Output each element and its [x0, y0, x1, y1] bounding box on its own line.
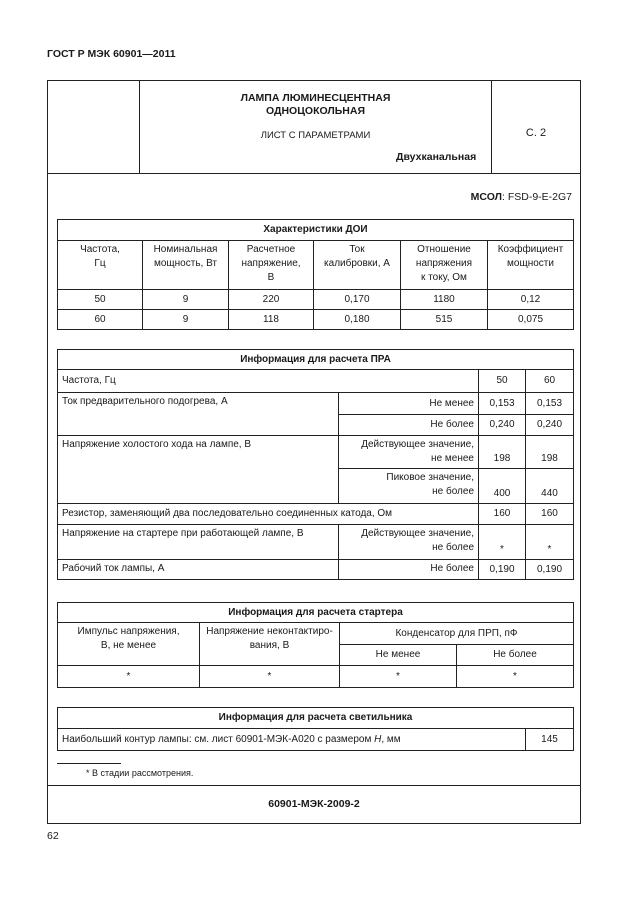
pra-value: * [479, 525, 526, 560]
starter-header-capacitor: Конденсатор для ПРП, пФ [340, 623, 574, 645]
table-row [58, 666, 574, 688]
doi-cell: 60 [58, 310, 143, 330]
pra-resistor-label: Резистор, заменяющий два последовательно соединенных катода, Ом [58, 504, 479, 525]
sheet-title [140, 92, 491, 118]
pra-value: 198 [526, 436, 574, 469]
luminaire-text-var: Н [374, 733, 382, 745]
starter-value: * [58, 666, 200, 688]
pra-current-max-label: Не более [339, 560, 479, 580]
doi-cell: 0,180 [314, 310, 401, 330]
starter-header-max: Не более [457, 645, 574, 666]
luminaire-title: Информация для расчета светильника [58, 708, 574, 729]
pra-starter-voltage-label: Напряжение на стартере при работающей лампе, В [58, 525, 339, 560]
pra-ocv-label: Напряжение холостого хода на лампе, В [58, 436, 339, 504]
mcol-label: МСОЛ [470, 191, 502, 203]
pra-value: 0,153 [526, 393, 574, 415]
pra-title: Информация для расчета ПРА [58, 350, 574, 370]
starter-table [57, 602, 574, 688]
luminaire-table [57, 707, 574, 751]
pra-frequency-50: 50 [479, 370, 526, 393]
pra-preheat-label: Ток предварительного подогрева, А [58, 393, 339, 436]
table-row [58, 310, 574, 330]
footnote-rule [57, 763, 121, 764]
starter-value: * [200, 666, 340, 688]
sheet-label: ЛИСТ С ПАРАМЕТРАМИ [260, 130, 371, 141]
luminaire-value: 145 [526, 729, 574, 751]
footer-code: 60901-МЭК-2009-2 [268, 798, 360, 810]
title-line-1: ЛАМПА ЛЮМИНЕСЦЕНТНАЯ [240, 92, 391, 104]
title-line-2: ОДНОЦОКОЛЬНАЯ [265, 105, 366, 117]
pra-value: 0,190 [526, 560, 574, 580]
pra-current-label: Рабочий ток лампы, А [58, 560, 339, 580]
doi-cell: 0,075 [488, 310, 574, 330]
luminaire-text-pre: Наибольший контур лампы: см. лист 60901-МЭК-А020 с размером [62, 733, 375, 745]
doi-header-calibration-current: Ток калибровки, А [314, 241, 401, 290]
pra-preheat-max-label: Не более [339, 415, 479, 436]
pra-preheat-min-label: Не менее [339, 393, 479, 415]
pra-value: 0,153 [479, 393, 526, 415]
footer-top-rule [48, 785, 580, 786]
pra-value: 0,240 [479, 415, 526, 436]
doi-table [57, 219, 574, 330]
page-number: 62 [47, 830, 59, 842]
doi-cell: 118 [229, 310, 314, 330]
pra-value: 400 [479, 469, 526, 504]
doi-cell: 0,12 [488, 290, 574, 310]
pra-starter-voltage-rms-label: Действующее значение, не более [339, 525, 479, 560]
pra-ocv-rms-label: Действующее значение, не менее [339, 436, 479, 469]
luminaire-text [58, 729, 526, 751]
starter-header-pulse: Импульс напряжения, В, не менее [58, 623, 200, 666]
doi-cell: 0,170 [314, 290, 401, 310]
doi-title: Характеристики ДОИ [58, 220, 574, 241]
doi-cell: 220 [229, 290, 314, 310]
lamp-subtype: Двухканальная [396, 151, 477, 163]
starter-header-noncontact: Напряжение неконтактиро- вания, В [200, 623, 340, 666]
doi-header-ratio: Отношение напряжения к току, Ом [401, 241, 488, 290]
pra-value: 440 [526, 469, 574, 504]
pra-value: * [526, 525, 574, 560]
pra-value: 160 [526, 504, 574, 525]
starter-value: * [340, 666, 457, 688]
pra-table [57, 349, 574, 580]
page-reference: С. 2 [525, 127, 547, 139]
doi-cell: 9 [143, 310, 229, 330]
doi-header-voltage: Расчетное напряжение, В [229, 241, 314, 290]
mcol-designation [471, 191, 572, 203]
starter-header-min: Не менее [340, 645, 457, 666]
footnote: * В стадии рассмотрения. [86, 768, 194, 778]
pra-ocv-peak-label: Пиковое значение, не более [339, 469, 479, 504]
doi-header-frequency: Частота, Гц [58, 241, 143, 290]
starter-title: Информация для расчета стартера [58, 603, 574, 623]
doi-cell: 9 [143, 290, 229, 310]
doi-header-power-factor: Коэффициент мощности [488, 241, 574, 290]
pra-frequency-label: Частота, Гц [58, 370, 479, 393]
doi-header-power: Номинальная мощность, Вт [143, 241, 229, 290]
doi-cell: 515 [401, 310, 488, 330]
standard-code: ГОСТ Р МЭК 60901—2011 [47, 48, 176, 60]
pra-value: 198 [479, 436, 526, 469]
mcol-value: : FSD-9-E-2G7 [501, 191, 572, 203]
header-bottom-rule [48, 173, 580, 174]
pra-value: 160 [479, 504, 526, 525]
pra-value: 0,240 [526, 415, 574, 436]
luminaire-text-post: , мм [381, 733, 401, 745]
table-row [58, 290, 574, 310]
doi-cell: 1180 [401, 290, 488, 310]
doi-cell: 50 [58, 290, 143, 310]
pra-frequency-60: 60 [526, 370, 574, 393]
starter-value: * [457, 666, 574, 688]
pra-value: 0,190 [479, 560, 526, 580]
